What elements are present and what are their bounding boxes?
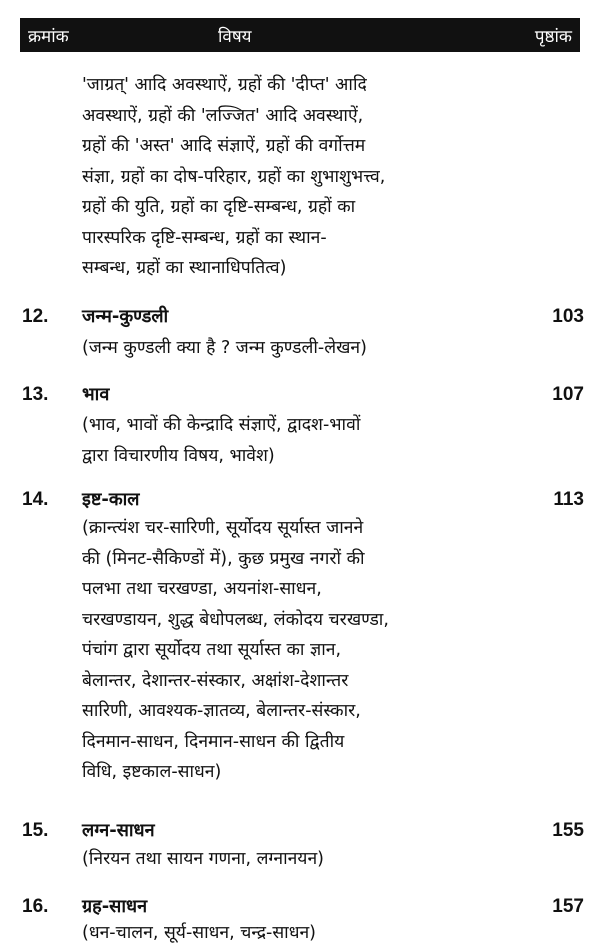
desc-line: संज्ञा, ग्रहों का दोष-परिहार, ग्रहों का शुभाशुभत्त्व, xyxy=(82,166,386,187)
desc-line: सम्बन्ध, ग्रहों का स्थानाधिपतित्व) xyxy=(82,258,287,278)
entry-description xyxy=(82,918,582,949)
entry-number: 13. xyxy=(22,384,49,405)
entry-number: 15. xyxy=(22,820,49,841)
desc-line: (धन-चालन, सूर्य-साधन, चन्द्र-साधन) xyxy=(82,923,317,943)
header-subject-label: विषय xyxy=(218,27,252,47)
entry-title: इष्ट-काल xyxy=(82,489,140,510)
desc-line: (क्रान्त्यंश चर-सारिणी, सूर्योदय सूर्यास्त जानने xyxy=(82,518,364,538)
desc-line: द्वारा विचारणीय विषय, भावेश) xyxy=(82,445,275,466)
table-header xyxy=(20,18,580,52)
entry-page-number: 155 xyxy=(552,820,584,841)
entry-title: ग्रह-साधन xyxy=(82,896,148,917)
entry-page-number: 113 xyxy=(553,489,584,510)
entry-page-number: 103 xyxy=(552,306,584,327)
desc-line: सारिणी, आवश्यक-ज्ञातव्य, बेलान्तर-संस्कार, xyxy=(82,701,361,721)
header-page-label: पृष्ठांक xyxy=(534,27,572,47)
desc-line: चरखण्डायन, शुद्ध बेधोपलब्ध, लंकोदय चरखण्डा, xyxy=(82,609,389,630)
desc-line: पलभा तथा चरखण्डा, अयनांश-साधन, xyxy=(82,579,322,599)
desc-line: ग्रहों की 'अस्त' आदि संज्ञाऐं, ग्रहों की वर्गोत्तम xyxy=(82,136,366,156)
entry-number: 12. xyxy=(22,306,49,327)
desc-line: पंचांग द्वारा सूर्योदय तथा सूर्यास्त का ज्ञान, xyxy=(82,640,342,660)
desc-line: ग्रहों की युति, ग्रहों का दृष्टि-सम्बन्ध, ग्रहों का xyxy=(82,197,356,217)
desc-line: 'जाग्रत्' आदि अवस्थाऐं, ग्रहों की 'दीप्त' आदि xyxy=(82,75,367,95)
entry-page-number: 107 xyxy=(552,384,584,405)
entry-description xyxy=(82,410,582,471)
entry-page-number: 157 xyxy=(552,896,584,917)
desc-line: (निरयन तथा सायन गणना, लग्नानयन) xyxy=(82,849,325,869)
entry-number: 14. xyxy=(22,489,49,510)
desc-line: की (मिनट-सैकिण्डों में), कुछ प्रमुख नगरों की xyxy=(82,548,365,569)
desc-line: (भाव, भावों की केन्द्रादि संज्ञाऐं, द्वादश-भावों xyxy=(82,415,361,435)
desc-line: (जन्म कुण्डली क्या है ? जन्म कुण्डली-लेखन) xyxy=(82,338,367,358)
entry-title: भाव xyxy=(82,384,110,405)
desc-line: अवस्थाऐं, ग्रहों की 'लज्जित' आदि अवस्थाऐं, xyxy=(82,105,364,126)
entry-description xyxy=(82,513,582,788)
desc-line: विधि, इष्टकाल-साधन) xyxy=(82,762,222,782)
desc-line: पारस्परिक दृष्टि-सम्बन्ध, ग्रहों का स्थान- xyxy=(82,227,327,248)
desc-line: दिनमान-साधन, दिनमान-साधन की द्वितीय xyxy=(82,731,345,752)
continuation-description xyxy=(82,70,582,284)
entry-title: लग्न-साधन xyxy=(82,820,155,841)
entry-title: जन्म-कुण्डली xyxy=(82,306,169,327)
entry-description xyxy=(82,844,582,875)
entry-description xyxy=(82,333,582,364)
desc-line: बेलान्तर, देशान्तर-संस्कार, अक्षांश-देशान्तर xyxy=(82,670,349,691)
header-number-label: क्रमांक xyxy=(28,27,69,47)
entry-number: 16. xyxy=(22,896,49,917)
